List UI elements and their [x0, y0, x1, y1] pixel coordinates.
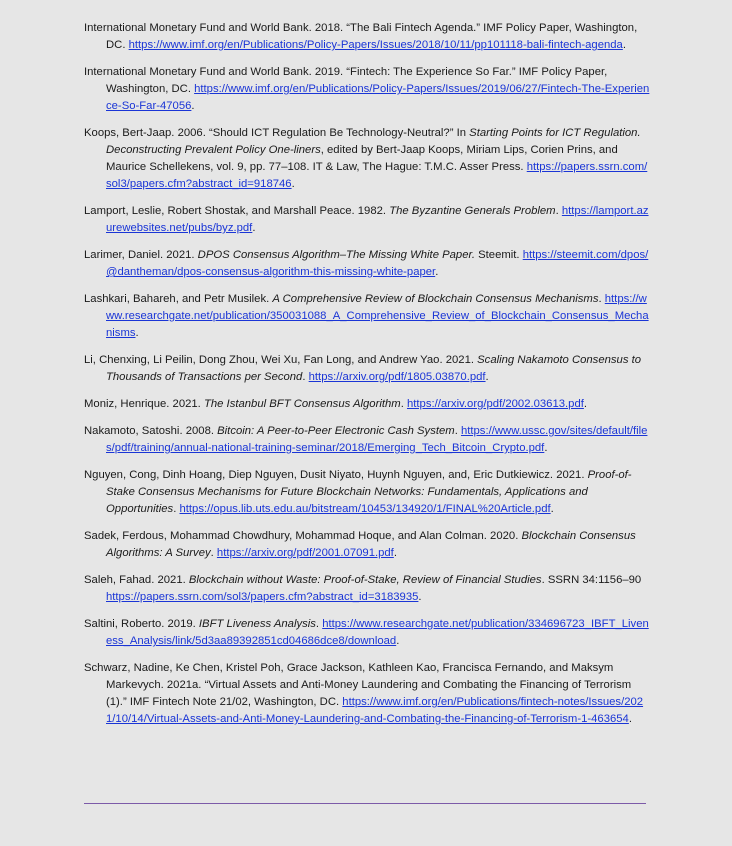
reference-text: Steemit.: [474, 249, 523, 261]
reference-entry: [84, 203, 650, 237]
reference-title: The Byzantine Generals Problem: [389, 205, 556, 217]
reference-text: Larimer, Daniel. 2021.: [84, 249, 198, 261]
reference-entry: [84, 616, 650, 650]
reference-link[interactable]: https://opus.lib.uts.edu.au/bitstream/10453/134920/1/FINAL%20Article.pdf: [179, 503, 551, 515]
reference-text: Koops, Bert-Jaap. 2006. “Should ICT Regulation Be Technology-Neutral?” In: [84, 127, 470, 139]
reference-text: .: [598, 293, 605, 305]
reference-text: .: [454, 425, 461, 437]
reference-title: Blockchain Consensus Algorithms: A Survey: [106, 530, 636, 559]
reference-text: .: [393, 547, 397, 559]
reference-title: DPOS Consensus Algorithm–The Missing White Paper.: [197, 249, 475, 261]
reference-entry: [84, 125, 650, 193]
reference-link[interactable]: https://www.researchgate.net/publication/350031088_A_Comprehensive_Review_of_Blockchain_Consensus_Mechanisms: [106, 293, 649, 339]
reference-entry: [84, 247, 650, 281]
reference-link[interactable]: https://arxiv.org/pdf/2002.03613.pdf: [406, 398, 584, 410]
reference-text: . SSRN 34:1156–90: [541, 574, 642, 586]
reference-title: A Comprehensive Review of Blockchain Consensus Mechanisms: [272, 293, 599, 305]
reference-text: .: [135, 327, 139, 339]
reference-entry: [84, 528, 650, 562]
reference-link[interactable]: https://www.researchgate.net/publication/334696723_IBFT_Liveness_Analysis/link/5d3aa89392851cd04686dce8/download: [106, 618, 649, 647]
reference-link[interactable]: https://arxiv.org/pdf/1805.03870.pdf: [308, 371, 486, 383]
reference-text: .: [210, 547, 217, 559]
reference-text: .: [252, 222, 256, 234]
reference-entry: [84, 572, 650, 606]
reference-text: Lamport, Leslie, Robert Shostak, and Marshall Peace. 1982.: [84, 205, 390, 217]
reference-text: .: [435, 266, 439, 278]
reference-text: Li, Chenxing, Li Peilin, Dong Zhou, Wei Xu, Fan Long, and Andrew Yao. 2021.: [84, 354, 478, 366]
footer-divider: [84, 803, 646, 804]
reference-text: .: [302, 371, 309, 383]
reference-entry: [84, 423, 650, 457]
reference-link[interactable]: https://steemit.com/dpos/@dantheman/dpos-consensus-algorithm-this-missing-white-paper: [106, 249, 649, 278]
reference-title: IBFT Liveness Analysis: [198, 618, 316, 630]
reference-text: Nakamoto, Satoshi. 2008.: [84, 425, 218, 437]
reference-title: Blockchain without Waste: Proof-of-Stake, Review of Financial Studies: [188, 574, 542, 586]
reference-text: .: [544, 442, 548, 454]
reference-link[interactable]: https://papers.ssrn.com/sol3/papers.cfm?abstract_id=3183935: [106, 591, 419, 603]
reference-entry: [84, 352, 650, 386]
reference-text: .: [628, 713, 632, 725]
reference-text: Schwarz, Nadine, Ke Chen, Kristel Poh, Grace Jackson, Kathleen Kao, Francisca Fernando, and Maksym Markevych. 2021a. “Virtual Assets and Anti-Money Laundering and Combating the Financing of Terrorism (1).” IMF Fintech Note 21/02, Washington, DC.: [84, 662, 632, 708]
reference-title: Proof-of-Stake Consensus Mechanisms for Future Blockchain Networks: Fundamentals, Applications and Opportunities: [106, 469, 632, 515]
reference-text: .: [396, 635, 400, 647]
reference-text: .: [550, 503, 554, 515]
reference-link[interactable]: https://papers.ssrn.com/sol3/papers.cfm?abstract_id=918746: [106, 161, 648, 190]
reference-text: Nguyen, Cong, Dinh Hoang, Diep Nguyen, Dusit Niyato, Huynh Nguyen, and, Eric Dutkiewicz. 2021.: [84, 469, 588, 481]
reference-link[interactable]: https://www.imf.org/en/Publications/fintech-notes/Issues/2021/10/14/Virtual-Assets-and-Anti-Money-Laundering-and-Combating-the-Financing-of-Terrorism-1-463654: [106, 696, 644, 725]
reference-title: Bitcoin: A Peer-to-Peer Electronic Cash System: [217, 425, 455, 437]
reference-title: The Istanbul BFT Consensus Algorithm: [203, 398, 401, 410]
reference-text: Moniz, Henrique. 2021.: [84, 398, 204, 410]
reference-text: Lashkari, Bahareh, and Petr Musilek.: [84, 293, 273, 305]
reference-link[interactable]: https://arxiv.org/pdf/2001.07091.pdf: [216, 547, 394, 559]
reference-text: Saleh, Fahad. 2021.: [84, 574, 189, 586]
reference-text: Saltini, Roberto. 2019.: [84, 618, 199, 630]
reference-text: International Monetary Fund and World Bank. 2018. “The Bali Fintech Agenda.” IMF Policy Paper, Washington, DC.: [84, 22, 638, 51]
reference-text: .: [191, 100, 195, 112]
reference-text: .: [291, 178, 295, 190]
reference-entry: [84, 660, 650, 728]
reference-link[interactable]: https://lamport.azurewebsites.net/pubs/byz.pdf: [106, 205, 649, 234]
reference-text: .: [173, 503, 180, 515]
reference-link[interactable]: https://www.ussc.gov/sites/default/files/pdf/training/annual-national-training-seminar/2018/Emerging_Tech_Bitcoin_Crypto.pdf: [106, 425, 648, 454]
reference-list: [84, 20, 650, 728]
reference-text: , edited by Bert-Jaap Koops, Miriam Lips, Corien Prins, and Maurice Schellekens, vol. 9, pp. 77–108. IT & Law, The Hague: T.M.C. Asser Press.: [106, 144, 618, 173]
reference-text: .: [400, 398, 407, 410]
reference-text: .: [418, 591, 422, 603]
reference-entry: [84, 64, 650, 115]
reference-entry: [84, 291, 650, 342]
reference-entry: [84, 20, 650, 54]
reference-text: .: [485, 371, 489, 383]
reference-text: .: [622, 39, 626, 51]
reference-text: .: [315, 618, 323, 630]
reference-text: .: [555, 205, 562, 217]
reference-link[interactable]: https://www.imf.org/en/Publications/Policy-Papers/Issues/2019/06/27/Fintech-The-Experience-So-Far-47056: [106, 83, 650, 112]
reference-entry: [84, 467, 650, 518]
reference-title: Scaling Nakamoto Consensus to Thousands of Transactions per Second: [106, 354, 642, 383]
reference-title: Starting Points for ICT Regulation. Deconstructing Prevalent Policy One-liners: [106, 127, 641, 156]
reference-text: Sadek, Ferdous, Mohammad Chowdhury, Mohammad Hoque, and Alan Colman. 2020.: [84, 530, 522, 542]
reference-link[interactable]: https://www.imf.org/en/Publications/Policy-Papers/Issues/2018/10/11/pp101118-bali-fintech-agenda: [128, 39, 623, 51]
reference-text: .: [583, 398, 588, 410]
reference-entry: [84, 396, 650, 413]
reference-text: International Monetary Fund and World Bank. 2019. “Fintech: The Experience So Far.” IMF Policy Paper, Washington, DC.: [84, 66, 608, 95]
